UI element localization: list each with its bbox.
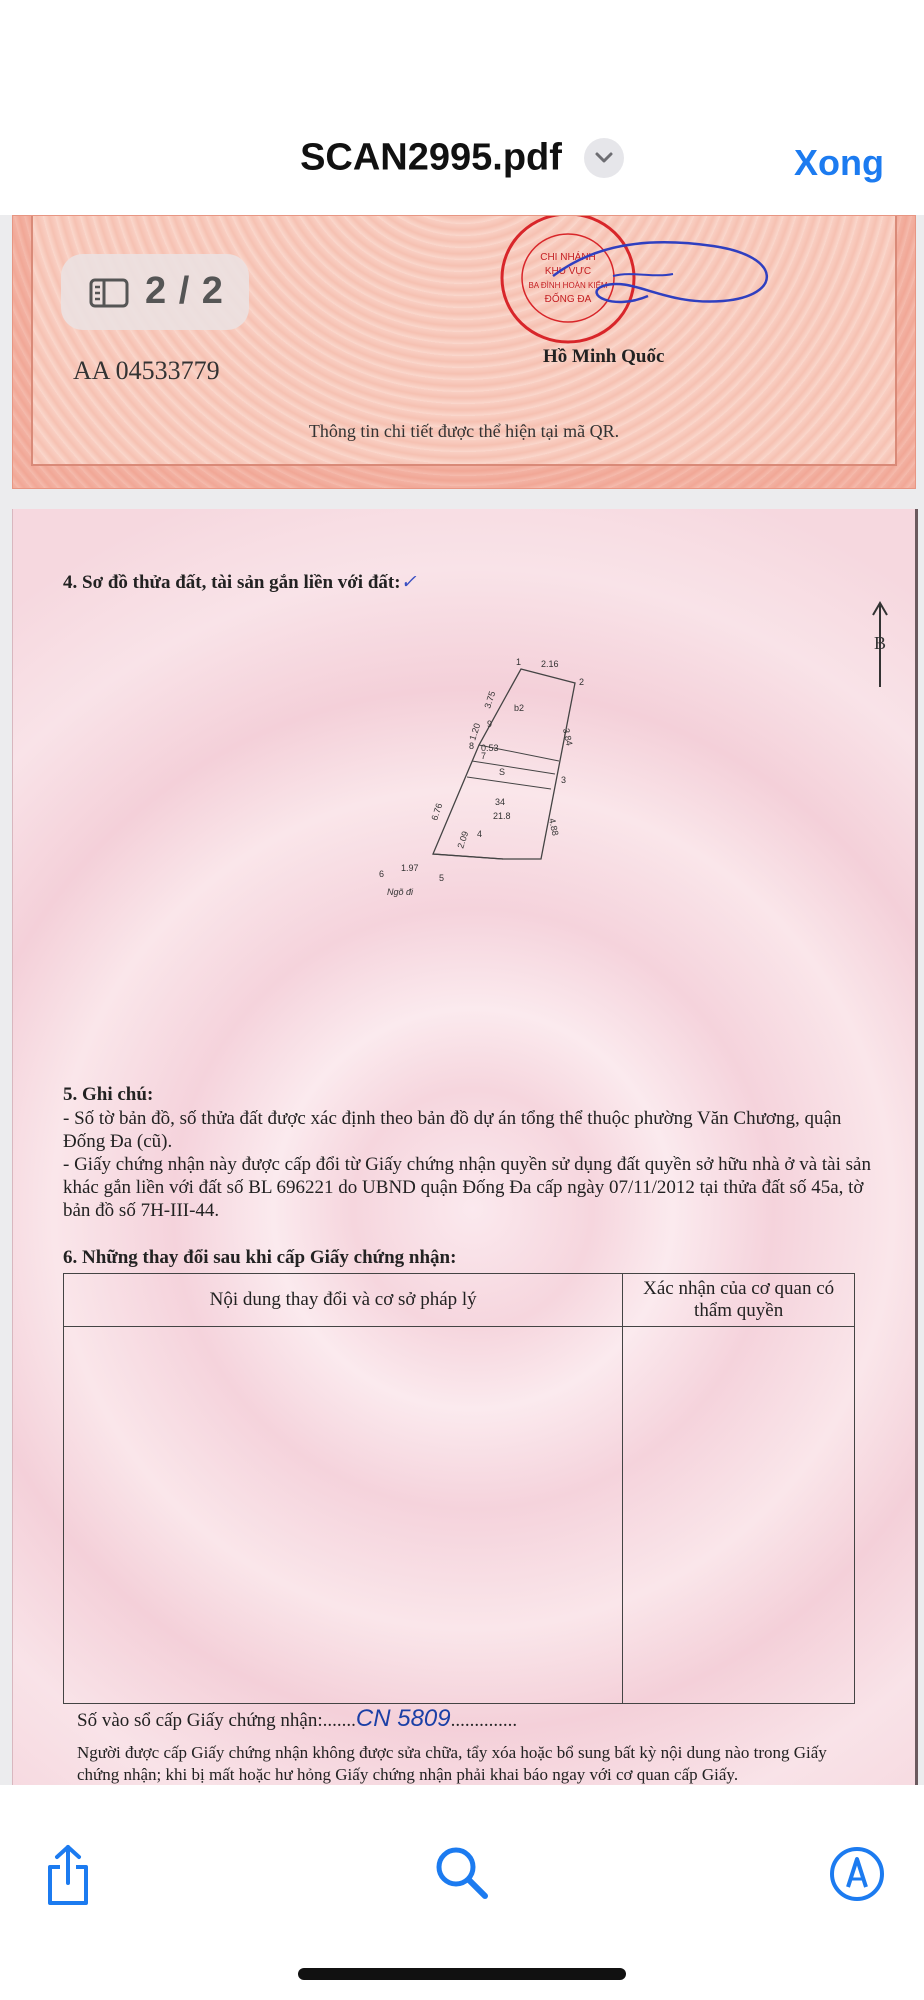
share-icon[interactable] [42,1843,94,1907]
svg-text:KHU VỰC: KHU VỰC [544,266,592,277]
dim-4-88: 4.88 [547,817,561,837]
point-6: 6 [379,869,385,879]
bottom-toolbar [0,1785,924,2000]
point-2: 2 [579,677,585,687]
land-parcel-sketch [363,649,623,989]
home-indicator[interactable] [298,1968,626,1980]
dim-2-09: 2.09 [455,829,471,850]
changes-table [63,1273,855,1704]
svg-text:CHI NHÁNH: CHI NHÁNH [540,252,596,263]
table-cell-content [64,1327,623,1704]
certificate-warning: Người được cấp Giấy chứng nhận không được sửa chữa, tẩy xóa hoặc bổ sung bất kỳ nội dung nào trong Giấy chứng nhận; khi bị mất hoặc hư hỏng Giấy chứng nhận phải khai báo ngay với cơ quan cấp Giấy. [77,1743,827,1784]
sidebar-icon[interactable] [89,278,129,308]
label-b2: b2 [514,703,525,713]
table-header-confirmation: Xác nhận của cơ quan có thẩm quyền [623,1274,855,1327]
table-header-content: Nội dung thay đổi và cơ sở pháp lý [64,1274,623,1327]
dim-3-75: 3.75 [482,689,498,710]
dim-6-76: 6.76 [429,801,445,822]
section-5-title: 5. Ghi chú: [63,1084,154,1105]
registry-number: Số vào sổ cấp Giấy chứng nhận:.......CN 5809.............. [77,1705,518,1732]
chevron-down-icon[interactable] [584,138,624,178]
svg-text:ĐỐNG ĐA: ĐỐNG ĐA [544,294,592,305]
dim-1-97: 1.97 [401,863,419,873]
markup-icon[interactable] [828,1845,886,1903]
pdf-page-2 [12,509,918,1785]
dim-0-53: 0.53 [481,743,499,753]
point-3: 3 [561,775,567,785]
point-9: 9 [487,719,493,729]
dim-1-20: 1.20 [467,721,483,742]
point-1: 1 [516,657,522,667]
label-parcel-no: 34 [495,797,506,807]
document-title-menu[interactable] [0,135,924,179]
section-4-title: 4. Sơ đồ thửa đất, tài sản gắn liền với đất:✓ [63,572,417,593]
svg-text:BA ĐÌNH HOÀN KIẾM: BA ĐÌNH HOÀN KIẾM [528,281,608,290]
navigation-bar [0,0,924,215]
search-icon[interactable] [434,1845,490,1901]
signer-name: Hồ Minh Quốc [543,346,665,367]
note-2: - Giấy chứng nhận này được cấp đổi từ Giấy chứng nhận quyền sử dụng đất quyền sở hữu nhà ở và tài sản khác gắn liền với đất số BL 696221 do UBND quận Đống Đa cấp ngày 07/11/2012 tại thửa đất số 45a, tờ bản đồ số 7H-III-44. [63,1154,871,1221]
section-6-title: 6. Những thay đổi sau khi cấp Giấy chứng nhận: [63,1247,457,1268]
label-s: S [499,767,506,777]
page-indicator[interactable] [61,254,249,330]
certificate-serial: AA 04533779 [73,356,220,385]
page-indicator-label: 2 / 2 [145,270,224,312]
north-label: B [873,633,887,653]
point-7: 7 [481,751,487,761]
document-title[interactable]: SCAN2995.pdf [300,136,562,179]
official-seal [483,216,813,356]
north-arrow-icon [865,599,895,689]
registry-value: CN 5809 [355,1705,451,1732]
point-5: 5 [439,873,445,883]
point-8: 8 [469,741,475,751]
dim-3-84: 3.84 [561,727,575,747]
point-4: 4 [477,829,483,839]
qr-note: Thông tin chi tiết được thể hiện tại mã QR. [308,421,620,441]
label-alley: Ngõ đi [387,887,414,897]
pdf-page-1 [12,215,916,489]
note-1: - Số tờ bản đồ, số thửa đất được xác định theo bản đồ dự án tổng thể thuộc phường Văn Chương, quận Đống Đa (cũ). [63,1108,842,1152]
pdf-viewer[interactable] [0,215,924,1785]
dim-2-16: 2.16 [541,659,559,669]
label-area: 21.8 [493,811,511,821]
table-cell-confirmation [623,1327,855,1704]
done-button[interactable]: Xong [794,142,884,183]
